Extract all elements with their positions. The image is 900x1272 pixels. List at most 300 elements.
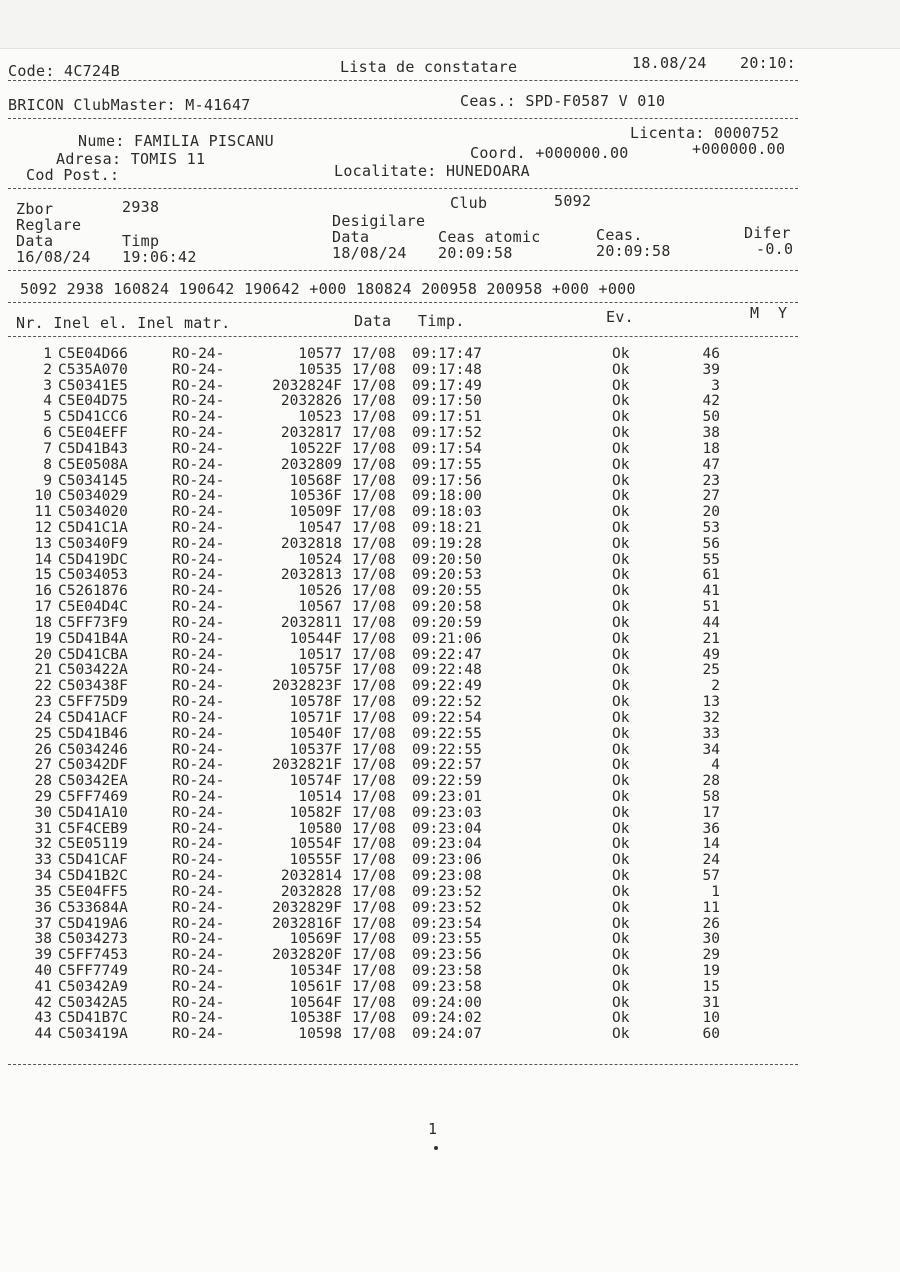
row-number: 20 [34, 646, 52, 663]
row-number: 37 [34, 915, 52, 932]
event-status: Ok [612, 520, 630, 537]
event-status: Ok [612, 409, 630, 426]
column-header-date: Data [354, 312, 392, 330]
ring-prefix: RO-24- [172, 551, 225, 568]
arrival-date: 17/08 [352, 820, 396, 837]
event-status: Ok [612, 440, 630, 457]
arrival-time: 09:17:52 [412, 425, 482, 442]
electronic-ring: C503422A [58, 662, 128, 679]
row-number: 43 [34, 1010, 52, 1027]
position: 51 [702, 599, 720, 616]
ring-number: 10523 [298, 409, 342, 426]
arrival-date: 17/08 [352, 535, 396, 552]
table-row [0, 409, 900, 425]
event-status: Ok [612, 741, 630, 758]
ring-number: 2032820F [272, 947, 342, 964]
arrival-time: 09:20:53 [412, 567, 482, 584]
arrival-time: 09:20:58 [412, 599, 482, 616]
ring-number: 10574F [289, 773, 342, 790]
ring-prefix: RO-24- [172, 425, 225, 442]
ring-number: 2032809 [280, 456, 342, 473]
event-status: Ok [612, 852, 630, 869]
divider [8, 270, 798, 271]
divider [8, 336, 798, 337]
electronic-ring: C5D41B43 [58, 440, 128, 457]
table-row [0, 900, 900, 916]
ring-prefix: RO-24- [172, 1010, 225, 1027]
ring-prefix: RO-24- [172, 883, 225, 900]
page-number: 1 [428, 1120, 438, 1138]
ring-number: 2032817 [280, 425, 342, 442]
position: 4 [711, 757, 720, 774]
row-number: 7 [43, 440, 52, 457]
arrival-time: 09:22:48 [412, 662, 482, 679]
event-status: Ok [612, 504, 630, 521]
ring-prefix: RO-24- [172, 583, 225, 600]
row-number: 28 [34, 773, 52, 790]
licence-number: Licenta: 0000752 [630, 124, 780, 142]
row-number: 31 [34, 820, 52, 837]
flight-label: Zbor [16, 200, 54, 218]
position: 31 [702, 994, 720, 1011]
electronic-ring: C503419A [58, 1026, 128, 1043]
ring-number: 10568F [289, 472, 342, 489]
ring-number: 10561F [289, 978, 342, 995]
arrival-time: 09:24:00 [412, 994, 482, 1011]
arrival-time: 09:24:07 [412, 1026, 482, 1043]
ring-number: 2032829F [272, 899, 342, 916]
arrival-date: 17/08 [352, 709, 396, 726]
ring-number: 10577 [298, 346, 342, 362]
table-row [0, 884, 900, 900]
table-row [0, 362, 900, 378]
coordinates: Coord. +000000.00 [470, 144, 629, 162]
event-status: Ok [612, 599, 630, 616]
arrival-time: 09:24:02 [412, 1010, 482, 1027]
table-row [0, 346, 900, 362]
ring-prefix: RO-24- [172, 915, 225, 932]
arrival-time: 09:17:56 [412, 472, 482, 489]
code-label: Code: 4C724B [8, 62, 120, 80]
atomic-clock-label: Ceas atomic [438, 228, 541, 246]
arrival-time: 09:19:28 [412, 535, 482, 552]
position: 33 [702, 725, 720, 742]
arrival-date: 17/08 [352, 931, 396, 948]
event-status: Ok [612, 868, 630, 885]
event-status: Ok [612, 346, 630, 362]
ring-number: 10536F [289, 488, 342, 505]
position: 29 [702, 947, 720, 964]
electronic-ring: C5FF7749 [58, 962, 128, 979]
divider [8, 118, 798, 119]
ring-number: 10509F [289, 504, 342, 521]
row-number: 42 [34, 994, 52, 1011]
electronic-ring: C5D419A6 [58, 915, 128, 932]
table-row [0, 457, 900, 473]
position: 58 [702, 788, 720, 805]
ring-prefix: RO-24- [172, 599, 225, 616]
ring-number: 10598 [298, 1026, 342, 1043]
arrival-date: 17/08 [352, 978, 396, 995]
table-row [0, 773, 900, 789]
table-row [0, 789, 900, 805]
event-status: Ok [612, 725, 630, 742]
position: 23 [702, 472, 720, 489]
position: 61 [702, 567, 720, 584]
setting-date: 16/08/24 [16, 248, 91, 266]
arrival-date: 17/08 [352, 788, 396, 805]
ring-prefix: RO-24- [172, 931, 225, 948]
position: 27 [702, 488, 720, 505]
row-number: 6 [43, 425, 52, 442]
ring-number: 10554F [289, 836, 342, 853]
event-status: Ok [612, 709, 630, 726]
row-number: 33 [34, 852, 52, 869]
position: 47 [702, 456, 720, 473]
arrival-time: 09:23:01 [412, 788, 482, 805]
ring-prefix: RO-24- [172, 852, 225, 869]
table-row [0, 963, 900, 979]
ring-prefix: RO-24- [172, 393, 225, 410]
position: 14 [702, 836, 720, 853]
row-number: 41 [34, 978, 52, 995]
arrival-date: 17/08 [352, 994, 396, 1011]
position: 24 [702, 852, 720, 869]
ring-number: 10540F [289, 725, 342, 742]
row-number: 22 [34, 678, 52, 695]
unsealing-date: 18/08/24 [332, 244, 407, 262]
ring-number: 2032824F [272, 377, 342, 394]
electronic-ring: C5261876 [58, 583, 128, 600]
table-row [0, 631, 900, 647]
ring-number: 10522F [289, 440, 342, 457]
ring-prefix: RO-24- [172, 820, 225, 837]
arrival-time: 09:22:52 [412, 694, 482, 711]
ring-prefix: RO-24- [172, 868, 225, 885]
ring-prefix: RO-24- [172, 962, 225, 979]
column-header-event: Ev. [606, 308, 634, 326]
arrival-date: 17/08 [352, 915, 396, 932]
row-number: 39 [34, 947, 52, 964]
arrival-date: 17/08 [352, 504, 396, 521]
setting-label: Reglare [16, 216, 82, 234]
electronic-ring: C5D41B4A [58, 630, 128, 647]
event-status: Ok [612, 361, 630, 378]
position: 32 [702, 709, 720, 726]
event-status: Ok [612, 757, 630, 774]
row-number: 13 [34, 535, 52, 552]
arrival-date: 17/08 [352, 868, 396, 885]
position: 55 [702, 551, 720, 568]
ring-prefix: RO-24- [172, 773, 225, 790]
arrival-date: 17/08 [352, 694, 396, 711]
ring-prefix: RO-24- [172, 947, 225, 964]
arrival-date: 17/08 [352, 852, 396, 869]
ring-number: 2032826 [280, 393, 342, 410]
row-number: 35 [34, 883, 52, 900]
table-row [0, 916, 900, 932]
ring-number: 10555F [289, 852, 342, 869]
electronic-ring: C5D41CBA [58, 646, 128, 663]
event-status: Ok [612, 551, 630, 568]
electronic-ring: C5E04D4C [58, 599, 128, 616]
event-status: Ok [612, 836, 630, 853]
electronic-ring: C50342DF [58, 757, 128, 774]
electronic-ring: C5D41B2C [58, 868, 128, 885]
ring-prefix: RO-24- [172, 678, 225, 695]
row-number: 8 [43, 456, 52, 473]
arrival-time: 09:17:51 [412, 409, 482, 426]
table-row [0, 726, 900, 742]
position: 15 [702, 978, 720, 995]
row-number: 16 [34, 583, 52, 600]
position: 19 [702, 962, 720, 979]
electronic-ring: C50342A9 [58, 978, 128, 995]
electronic-ring: C5FF75D9 [58, 694, 128, 711]
event-status: Ok [612, 646, 630, 663]
electronic-ring: C503438F [58, 678, 128, 695]
arrival-time: 09:22:55 [412, 741, 482, 758]
ring-number: 2032818 [280, 535, 342, 552]
ring-number: 10571F [289, 709, 342, 726]
owner-name: Nume: FAMILIA PISCANU [78, 132, 274, 150]
setting-date-label: Data [16, 232, 54, 250]
electronic-ring: C5034145 [58, 472, 128, 489]
position: 17 [702, 804, 720, 821]
arrival-time: 09:21:06 [412, 630, 482, 647]
event-status: Ok [612, 883, 630, 900]
electronic-ring: C5D41C1A [58, 520, 128, 537]
table-row [0, 821, 900, 837]
position: 42 [702, 393, 720, 410]
row-number: 26 [34, 741, 52, 758]
table-row [0, 1010, 900, 1026]
event-status: Ok [612, 899, 630, 916]
position: 41 [702, 583, 720, 600]
event-status: Ok [612, 678, 630, 695]
club-label: Club [450, 194, 488, 212]
difference-value: -0.0 [756, 240, 794, 258]
electronic-ring: C50342A5 [58, 994, 128, 1011]
event-status: Ok [612, 472, 630, 489]
arrival-date: 17/08 [352, 614, 396, 631]
ring-number: 10524 [298, 551, 342, 568]
table-row [0, 393, 900, 409]
arrival-date: 17/08 [352, 472, 396, 489]
setting-time: 19:06:42 [122, 248, 197, 266]
position: 11 [702, 899, 720, 916]
position: 44 [702, 614, 720, 631]
ring-number: 10537F [289, 741, 342, 758]
electronic-ring: C5FF73F9 [58, 614, 128, 631]
footer-dot [434, 1146, 438, 1150]
locality: Localitate: HUNEDOARA [334, 162, 530, 180]
ring-prefix: RO-24- [172, 646, 225, 663]
arrival-date: 17/08 [352, 567, 396, 584]
electronic-ring: C535A070 [58, 361, 128, 378]
arrival-date: 17/08 [352, 1026, 396, 1043]
arrival-time: 09:20:55 [412, 583, 482, 600]
arrival-date: 17/08 [352, 456, 396, 473]
event-status: Ok [612, 614, 630, 631]
arrival-time: 09:23:52 [412, 883, 482, 900]
arrival-date: 17/08 [352, 883, 396, 900]
table-row [0, 947, 900, 963]
ring-number: 2032821F [272, 757, 342, 774]
row-number: 24 [34, 709, 52, 726]
table-row [0, 488, 900, 504]
event-status: Ok [612, 488, 630, 505]
ring-number: 10538F [289, 1010, 342, 1027]
electronic-ring: C5F4CEB9 [58, 820, 128, 837]
event-status: Ok [612, 947, 630, 964]
ring-number: 10547 [298, 520, 342, 537]
print-date: 18.08/24 [632, 54, 707, 72]
column-header-ring: Nr. Inel el. Inel matr. [16, 314, 231, 332]
ring-prefix: RO-24- [172, 535, 225, 552]
event-status: Ok [612, 915, 630, 932]
arrival-date: 17/08 [352, 804, 396, 821]
row-number: 4 [43, 393, 52, 410]
position: 10 [702, 1010, 720, 1027]
position: 25 [702, 662, 720, 679]
ring-prefix: RO-24- [172, 994, 225, 1011]
arrival-time: 09:23:58 [412, 978, 482, 995]
event-status: Ok [612, 994, 630, 1011]
table-row [0, 931, 900, 947]
postal-code-label: Cod Post.: [26, 166, 120, 184]
arrival-date: 17/08 [352, 630, 396, 647]
ring-prefix: RO-24- [172, 741, 225, 758]
arrival-date: 17/08 [352, 899, 396, 916]
ring-number: 10517 [298, 646, 342, 663]
arrival-time: 09:18:21 [412, 520, 482, 537]
event-status: Ok [612, 630, 630, 647]
ring-number: 10567 [298, 599, 342, 616]
table-row [0, 852, 900, 868]
table-row [0, 583, 900, 599]
electronic-ring: C50340F9 [58, 535, 128, 552]
arrival-time: 09:18:00 [412, 488, 482, 505]
row-number: 23 [34, 694, 52, 711]
position: 30 [702, 931, 720, 948]
electronic-ring: C5D41A10 [58, 804, 128, 821]
table-row [0, 615, 900, 631]
table-row [0, 441, 900, 457]
divider [8, 80, 798, 81]
position: 1 [711, 883, 720, 900]
row-number: 40 [34, 962, 52, 979]
electronic-ring: C5034273 [58, 931, 128, 948]
table-row [0, 504, 900, 520]
ring-number: 10544F [289, 630, 342, 647]
ring-number: 2032813 [280, 567, 342, 584]
table-row [0, 868, 900, 884]
row-number: 11 [34, 504, 52, 521]
arrival-time: 09:23:58 [412, 962, 482, 979]
ring-number: 2032811 [280, 614, 342, 631]
electronic-ring: C5D41CC6 [58, 409, 128, 426]
club-number: 5092 [554, 192, 592, 210]
table-row [0, 647, 900, 663]
divider [8, 1064, 798, 1065]
arrival-date: 17/08 [352, 1010, 396, 1027]
ring-number: 2032814 [280, 868, 342, 885]
table-row [0, 520, 900, 536]
ring-prefix: RO-24- [172, 567, 225, 584]
row-number: 38 [34, 931, 52, 948]
ring-prefix: RO-24- [172, 788, 225, 805]
event-status: Ok [612, 1010, 630, 1027]
row-number: 30 [34, 804, 52, 821]
arrival-time: 09:22:54 [412, 709, 482, 726]
atomic-time: 20:09:58 [438, 244, 513, 262]
arrival-time: 09:23:52 [412, 899, 482, 916]
position: 56 [702, 535, 720, 552]
difference-label: Difer [744, 224, 791, 242]
electronic-ring: C5FF7469 [58, 788, 128, 805]
electronic-ring: C50341E5 [58, 377, 128, 394]
owner-address: Adresa: TOMIS 11 [56, 150, 206, 168]
column-header-my: M Y [750, 304, 788, 322]
row-number: 18 [34, 614, 52, 631]
arrival-time: 09:18:03 [412, 504, 482, 521]
table-row [0, 995, 900, 1011]
position: 50 [702, 409, 720, 426]
ring-prefix: RO-24- [172, 409, 225, 426]
ring-number: 10534F [289, 962, 342, 979]
table-row [0, 1026, 900, 1042]
ring-prefix: RO-24- [172, 725, 225, 742]
arrival-time: 09:20:59 [412, 614, 482, 631]
arrival-time: 09:17:49 [412, 377, 482, 394]
row-number: 36 [34, 899, 52, 916]
event-status: Ok [612, 662, 630, 679]
clock-id: Ceas.: SPD-F0587 V 010 [460, 92, 666, 110]
coordinates-secondary: +000000.00 [692, 140, 786, 158]
position: 36 [702, 820, 720, 837]
row-number: 25 [34, 725, 52, 742]
ring-number: 10526 [298, 583, 342, 600]
ring-number: 2032816F [272, 915, 342, 932]
table-row [0, 662, 900, 678]
setting-time-label: Timp [122, 232, 160, 250]
clock-time: 20:09:58 [596, 242, 671, 260]
arrival-time: 09:22:57 [412, 757, 482, 774]
electronic-ring: C5E0508A [58, 456, 128, 473]
printout-sheet [0, 48, 900, 1272]
table-row [0, 805, 900, 821]
row-number: 19 [34, 630, 52, 647]
ring-number: 10569F [289, 931, 342, 948]
row-number: 1 [43, 346, 52, 362]
arrival-date: 17/08 [352, 725, 396, 742]
arrival-date: 17/08 [352, 361, 396, 378]
table-row [0, 979, 900, 995]
event-status: Ok [612, 456, 630, 473]
electronic-ring: C5E04FF5 [58, 883, 128, 900]
position: 57 [702, 868, 720, 885]
event-status: Ok [612, 931, 630, 948]
divider [8, 188, 798, 189]
position: 60 [702, 1026, 720, 1043]
table-row [0, 473, 900, 489]
device-id: BRICON ClubMaster: M-41647 [8, 96, 251, 114]
table-row [0, 694, 900, 710]
row-number: 17 [34, 599, 52, 616]
electronic-ring: C5D41ACF [58, 709, 128, 726]
electronic-ring: C5E05119 [58, 836, 128, 853]
